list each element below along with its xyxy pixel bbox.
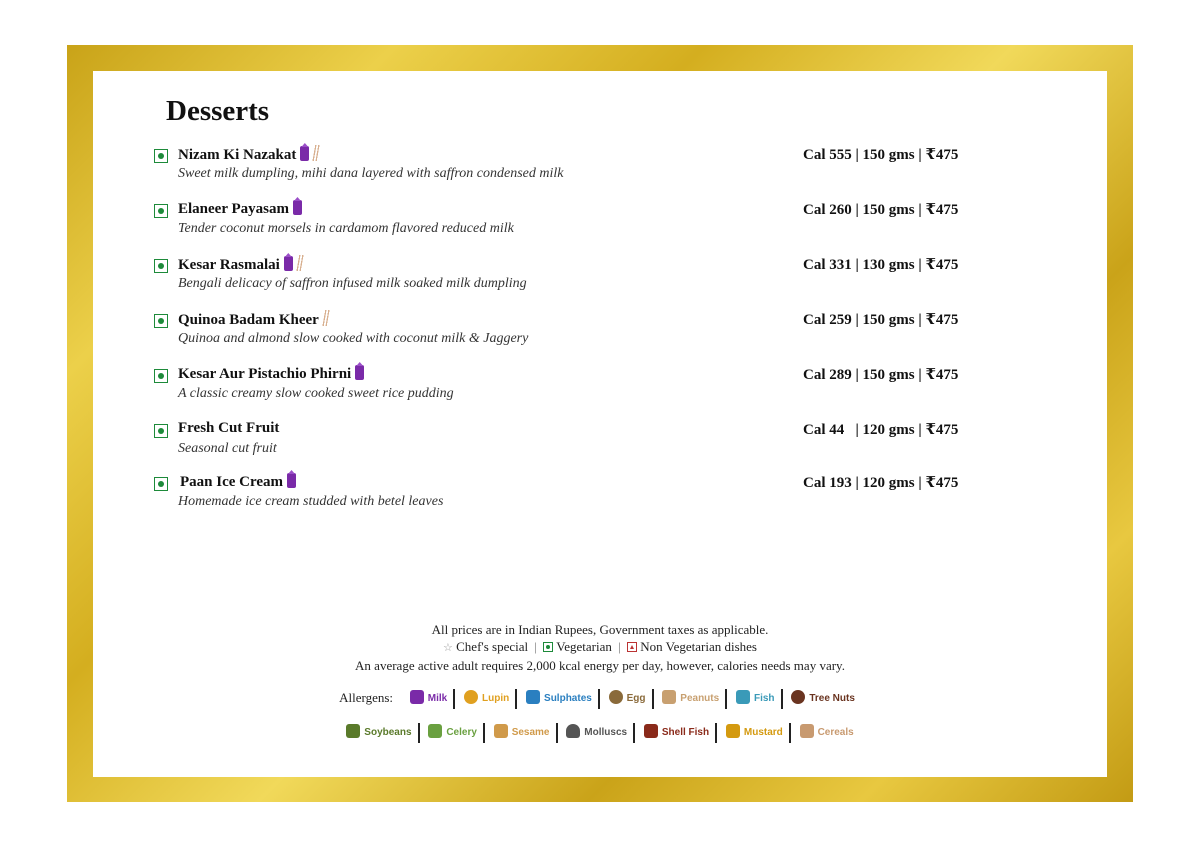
vegetarian-icon [154,369,168,383]
dish-name: Fresh Cut Fruit [178,420,280,436]
prices-note: All prices are in Indian Rupees, Government taxes as applicable. [431,622,769,637]
allergen-label: Sesame [511,727,550,738]
allergen-label: Molluscs [584,727,628,738]
dish-description: Tender coconut morsels in cardamom flavored reduced milk [178,221,514,236]
vegetarian-icon [543,642,553,652]
soybeans-icon [346,724,360,738]
page-title: Desserts [166,95,270,127]
allergen-label: Milk [427,693,448,704]
celery-icon [428,724,442,738]
allergen-lupin [458,689,517,709]
dish-stats: Cal 331 | 130 gms | ₹475 [803,257,959,273]
menu-item [154,420,974,473]
allergen-label: Celery [446,727,477,738]
dish-description: Seasonal cut fruit [178,441,277,456]
allergen-mustard [720,723,791,743]
allergen-molluscs [560,723,635,743]
egg-icon [609,690,623,704]
calories-note: An average active adult requires 2,000 kcal energy per day, however, calories needs may vary. [355,658,845,673]
allergen-label: Tree Nuts [809,693,855,704]
allergen-peanuts [656,689,727,709]
allergen-label: Egg [626,693,646,704]
dish-stats: Cal 44 | 120 gms | ₹475 [803,422,959,438]
sesame-icon [494,724,508,738]
dish-description: Homemade ice cream studded with betel leaves [178,494,444,509]
allergen-egg [603,689,654,709]
dish-description: A classic creamy slow cooked sweet rice pudding [178,386,454,401]
peanuts-icon [662,690,676,704]
non-vegetarian-label: Non Vegetarian dishes [640,639,757,654]
menu-footer [0,621,1200,674]
divider: | [618,639,621,654]
vegetarian-icon [154,314,168,328]
dish-description: Bengali delicacy of saffron infused milk soaked milk dumpling [178,276,527,291]
allergens-row-2 [0,723,1200,743]
milk-icon [355,365,364,380]
allergen-soybeans [340,723,419,743]
lupin-icon [464,690,478,704]
dish-description: Sweet milk dumpling, mihi dana layered with saffron condensed milk [178,166,564,181]
dish-name: Kesar Rasmalai [178,255,304,274]
tree-nuts-icon [791,690,805,704]
allergens-label: Allergens: [339,689,394,705]
menu-item [154,200,974,255]
chefs-special-label: Chef's special [456,639,529,654]
vegetarian-icon [154,424,168,438]
menu-items [154,145,974,526]
allergen-tree-nuts [785,689,861,709]
vegetarian-icon [154,204,168,218]
dish-name: Elaneer Payasam [178,200,302,218]
allergen-label: Mustard [743,727,783,738]
vegetarian-icon [154,149,168,163]
allergen-label: Cereals [817,727,854,738]
allergens-row-1 [0,689,1200,709]
menu-item [154,365,974,420]
allergen-milk [404,689,455,709]
vegetarian-label: Vegetarian [556,639,612,654]
allergen-sulphates [520,689,600,709]
mustard-icon [726,724,740,738]
milk-icon [410,690,424,704]
vegetarian-icon [154,477,168,491]
dish-stats: Cal 193 | 120 gms | ₹475 [803,475,959,491]
milk-icon [293,200,302,215]
dish-stats: Cal 289 | 150 gms | ₹475 [803,367,959,383]
allergen-celery [422,723,485,743]
allergen-label: Sulphates [544,693,592,704]
chef-hat-icon: ☆ [443,642,453,654]
dish-name: Nizam Ki Nazakat [178,145,320,164]
non-vegetarian-icon [627,642,637,652]
dish-name: Paan Ice Cream [180,473,296,491]
allergen-label: Fish [753,693,775,704]
dish-name: Kesar Aur Pistachio Phirni [178,365,364,383]
menu-item [154,473,974,526]
milk-icon [300,146,309,161]
divider: | [534,639,538,654]
allergen-cereals [794,723,860,743]
menu-item [154,255,974,310]
milk-icon [284,256,293,271]
fish-icon [736,690,750,704]
legend-line [0,638,1200,657]
allergen-label: Peanuts [680,693,720,704]
dish-stats: Cal 259 | 150 gms | ₹475 [803,312,959,328]
cereals-icon [800,724,814,738]
menu-item [154,145,974,200]
dish-stats: Cal 555 | 150 gms | ₹475 [803,147,959,163]
allergen-fish [730,689,783,709]
vegetarian-icon [154,259,168,273]
milk-icon [287,473,296,488]
allergen-label: Shell Fish [661,727,710,738]
menu-item [154,310,974,365]
allergen-label: Soybeans [364,727,412,738]
cereals-icon [322,310,330,326]
allergen-shell-fish [638,723,717,743]
sulphates-icon [526,690,540,704]
dish-stats: Cal 260 | 150 gms | ₹475 [803,202,959,218]
shell-fish-icon [644,724,658,738]
dish-description: Quinoa and almond slow cooked with coconut milk & Jaggery [178,331,529,346]
allergen-sesame [488,723,558,743]
molluscs-icon [566,724,580,738]
cereals-icon [296,255,304,271]
allergen-label: Lupin [482,693,510,704]
dish-name: Quinoa Badam Kheer [178,310,330,329]
cereals-icon [312,145,320,161]
